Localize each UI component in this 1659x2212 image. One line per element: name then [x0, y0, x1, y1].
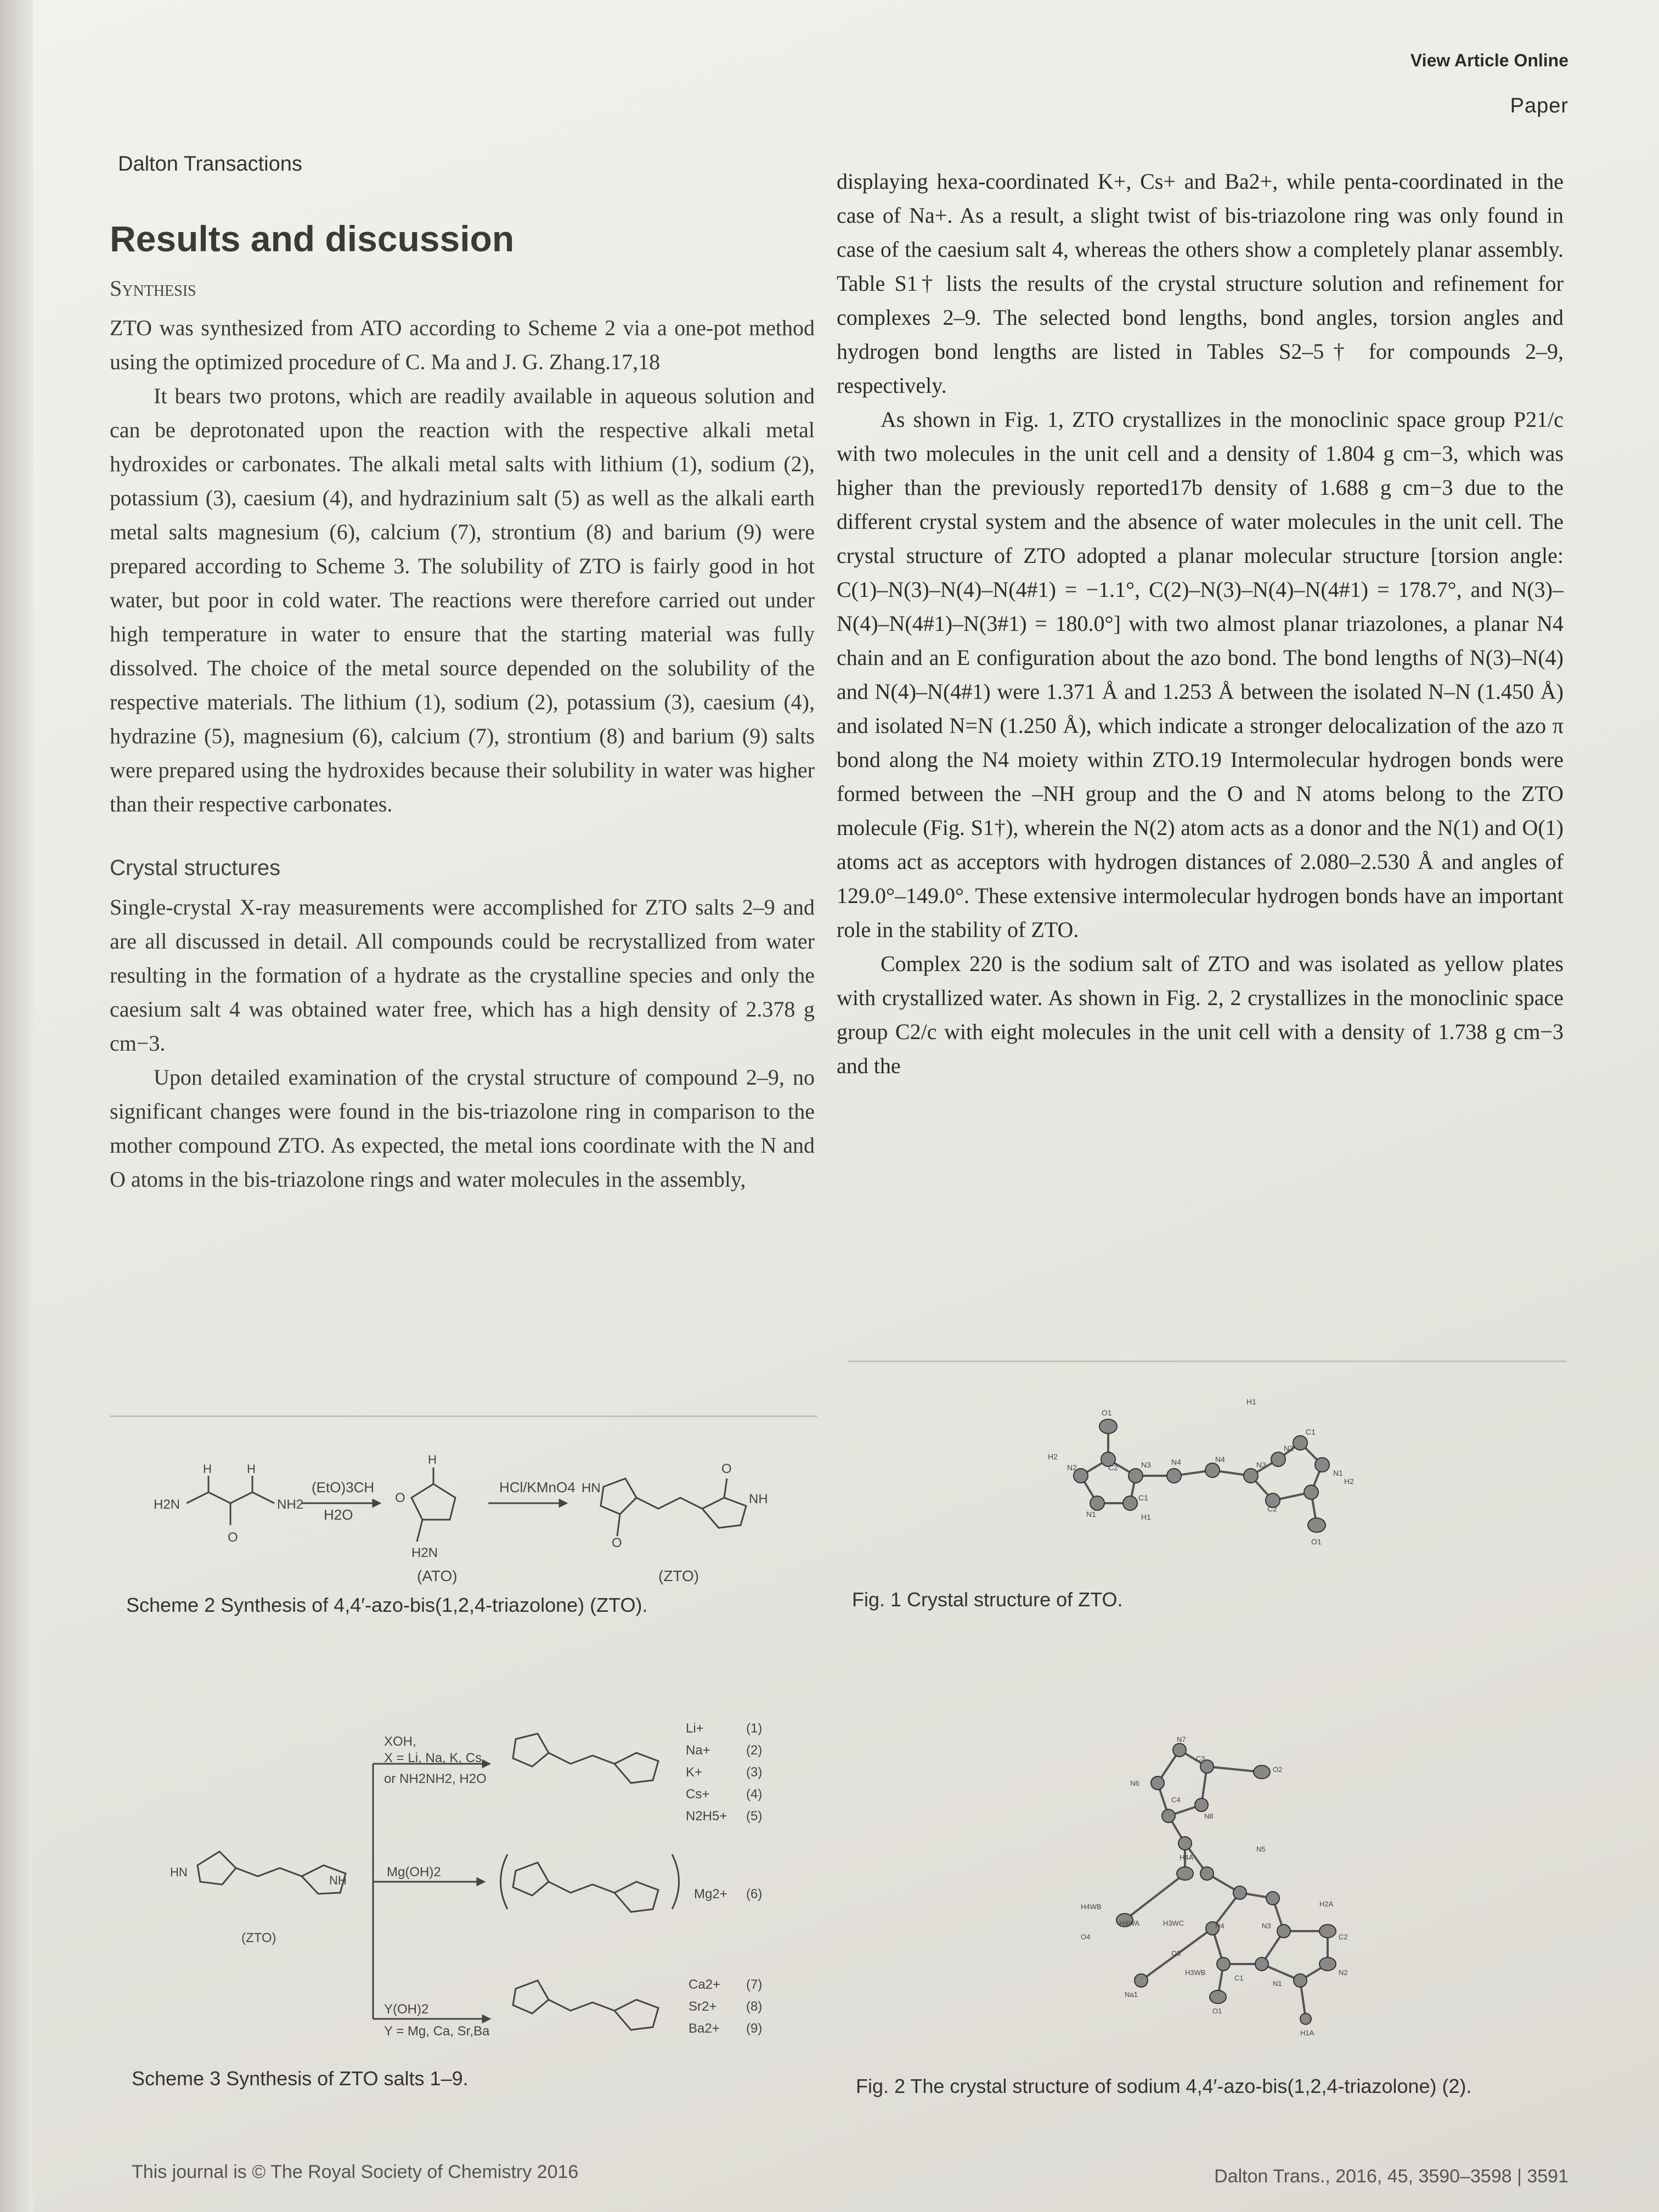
scheme2-reagent-2: HCl/KMnO4: [499, 1479, 575, 1496]
fig-2-crystal-structure: [1070, 1734, 1410, 2052]
scheme3-start-label: (ZTO): [241, 1931, 276, 1945]
scheme3-cation-2: Na+: [686, 1743, 710, 1758]
scheme3-number-2: (2): [746, 1743, 763, 1758]
svg-text:O: O: [721, 1462, 732, 1476]
fig2-atom-label: N8: [1204, 1812, 1214, 1820]
fig2-atom-label: H3WC: [1163, 1919, 1184, 1927]
fig2-atom-label: O1: [1212, 2007, 1222, 2015]
fig1-atom-label: N4: [1215, 1455, 1225, 1464]
scheme3-number-4: (4): [746, 1787, 763, 1802]
svg-text:O: O: [228, 1530, 238, 1545]
scheme3-cation-7: Ca2+: [689, 1977, 721, 1992]
scheme3-reagent-top-1: XOH,: [384, 1734, 416, 1749]
scheme2-reagent-1-bottom: H2O: [324, 1506, 353, 1523]
fig2-atom-label: C2: [1339, 1933, 1348, 1941]
fig1-atom-label: H2: [1048, 1452, 1058, 1461]
fig2-atom-label: N5: [1256, 1845, 1266, 1853]
svg-text:HN: HN: [582, 1481, 601, 1496]
fig2-atom-label: O4: [1081, 1933, 1091, 1941]
fig2-atom-label: H4A: [1180, 1853, 1194, 1861]
fig1-atom-label: C1: [1138, 1493, 1148, 1502]
scheme-divider: [110, 1415, 817, 1417]
scheme3-reagent-bot-1: Y(OH)2: [384, 2002, 429, 2017]
fig2-atom-label: Na1: [1125, 1990, 1138, 1999]
fig1-atom-label: N3: [1256, 1460, 1266, 1469]
scheme-2-caption: Scheme 2 Synthesis of 4,4′-azo-bis(1,2,4-triazolone) (ZTO).: [126, 1594, 648, 1616]
synthesis-heading: Synthesis: [110, 276, 196, 301]
crystal-structures-heading: Crystal structures: [110, 856, 281, 880]
figure-divider: [848, 1361, 1566, 1362]
paper-type-label: Paper: [1510, 94, 1568, 117]
fig1-atom-label: N4: [1171, 1458, 1181, 1466]
fig1-atom-label: O1: [1102, 1408, 1112, 1417]
footer-citation: Dalton Trans., 2016, 45, 3590–3598 | 3591: [1214, 2166, 1568, 2187]
scheme-2-drawing: [154, 1437, 801, 1585]
fig1-atom-label: N2: [1067, 1463, 1077, 1472]
scheme2-label-ato: (ATO): [417, 1567, 458, 1584]
fig2-atom-label: N4: [1215, 1922, 1224, 1930]
scheme3-cation-1: Li+: [686, 1721, 704, 1736]
journal-name: Dalton Transactions: [118, 153, 302, 176]
right-paragraph-2: As shown in Fig. 1, ZTO crystallizes in the monoclinic space group P21/c with two molecules in the unit cell and a density of 1.804 g cm−3, which was higher than the previously reported17b density of 1.688 g cm−3 due to the different crystal system and the absence of water molecules in the unit cell. The crystal structure of ZTO adopted a planar molecular structure [torsion angle: C(1)–N(3)–N(4)–N(4#1) = −1.1°, C(2)–N(3)–N(4)–N(4#1) = 178.7°, and N(3)–N(4)–N(4#1)–N(3#1) = 180.0°] with two almost planar triazolones, a planar N4 chain and an E configuration about the azo bond. The bond lengths of N(3)–N(4) and N(4)–N(4#1) were 1.371 Å and 1.253 Å between the isolated N–N (1.450 Å) and isolated N=N (1.250 Å), which indicate a stronger delocalization of the azo π bond along the N4 moiety within ZTO.19 Intermolecular hydrogen bonds were formed between the –NH group and the O and N atoms belong to the ZTO molecule (Fig. S1†), wherein the N(2) atom acts as a donor and the N(1) and O(1) atoms act as acceptors with hydrogen distances of 2.080–2.530 Å and angles of 129.0°–149.0°. These extensive intermolecular hydrogen bonds have an important role in the stability of ZTO.: [837, 407, 1564, 942]
scheme3-cation-9: Ba2+: [689, 2021, 720, 2036]
view-article-online-link[interactable]: View Article Online: [1410, 50, 1568, 70]
svg-text:NH: NH: [329, 1874, 347, 1887]
scheme-3-caption: Scheme 3 Synthesis of ZTO salts 1–9.: [132, 2067, 469, 2090]
fig2-atom-label: N6: [1130, 1779, 1139, 1787]
fig2-atom-label: C4: [1171, 1796, 1181, 1804]
fig-1-crystal-structure: [1037, 1388, 1377, 1569]
fig1-atom-label: N3: [1141, 1460, 1151, 1469]
fig2-atom-label: H4WB: [1081, 1903, 1102, 1911]
fig2-atom-label: N1: [1273, 1979, 1282, 1988]
fig2-atom-label: H1A: [1300, 2029, 1314, 2037]
fig1-atom-label: C1: [1306, 1427, 1316, 1436]
fig1-atom-label: H1: [1141, 1513, 1151, 1521]
scheme3-reagent-top-2: X = Li, Na, K, Cs: [384, 1751, 482, 1765]
fig1-atom-label: H1: [1246, 1397, 1256, 1406]
fig1-atom-label: N1: [1086, 1510, 1096, 1519]
section-title: Results and discussion: [110, 218, 515, 259]
fig2-atom-label: O3: [1171, 1949, 1181, 1957]
fig2-atom-label: O2: [1273, 1765, 1283, 1774]
scheme3-cation-8: Sr2+: [689, 1999, 717, 2014]
fig1-atom-label: N1: [1333, 1469, 1343, 1477]
scheme3-cation-4: Cs+: [686, 1787, 710, 1802]
fig-1-caption: Fig. 1 Crystal structure of ZTO.: [852, 1588, 1123, 1611]
scheme3-cation-5: N2H5+: [686, 1809, 727, 1824]
page-edge: [0, 0, 33, 2212]
svg-text:H2N: H2N: [154, 1497, 180, 1512]
fig2-atom-label: H4WA: [1119, 1919, 1140, 1927]
fig2-atom-label: N7: [1177, 1735, 1186, 1743]
scheme3-reagent-top-3: or NH2NH2, H2O: [384, 1771, 487, 1786]
scheme3-cation-3: K+: [686, 1765, 703, 1780]
fig1-atom-label: N2: [1284, 1444, 1294, 1453]
synthesis-paragraph-2: It bears two protons, which are readily available in aqueous solution and can be deprotonated upon the reaction with the respective alkali metal hydroxides or carbonates. The alkali metal salts with lithium (1), sodium (2), potassium (3), caesium (4), and hydrazinium salt (5) as well as the alkali earth metal salts magnesium (6), calcium (7), strontium (8) and barium (9) were prepared according to Scheme 3. The solubility of ZTO is fairly good in hot water, but poor in cold water. The reactions were therefore carried out under high temperature in water to ensure that the starting material was fully dissolved. The choice of the metal source depended on the solubility of the respective materials. The lithium (1), sodium (2), potassium (3), caesium (4), hydrazine (5), magnesium (6), calcium (7), strontium (8) and barium (9) salts were prepared using the hydroxides because their solubility in water was higher than their respective carbonates.: [110, 383, 815, 816]
svg-text:H: H: [203, 1462, 212, 1476]
fig2-atom-label: H3WB: [1185, 1968, 1206, 1977]
scheme2-reagent-1-top: (EtO)3CH: [312, 1479, 375, 1496]
synthesis-paragraph-1: ZTO was synthesized from ATO according to Scheme 2 via a one-pot method using the optimized procedure of C. Ma and J. G. Zhang.17,18: [110, 315, 815, 374]
scheme3-number-7: (7): [746, 1977, 763, 1992]
fig1-atom-label: O1: [1311, 1537, 1322, 1546]
fig1-atom-label: C2: [1267, 1504, 1277, 1513]
right-column: [837, 165, 1564, 1083]
svg-text:HN: HN: [170, 1865, 188, 1879]
fig-2-caption: Fig. 2 The crystal structure of sodium 4,4′-azo-bis(1,2,4-triazolone) (2).: [856, 2075, 1472, 2097]
scheme3-number-9: (9): [746, 2021, 763, 2036]
svg-text:H2N: H2N: [411, 1545, 438, 1560]
fig2-atom-label: N3: [1262, 1922, 1271, 1930]
right-paragraph-1: displaying hexa-coordinated K+, Cs+ and Ba2+, while penta-coordinated in the case of Na+. As a result, a slight twist of bis-triazolone ring was only found in case of the caesium salt 4, whereas the others show a completely planar assembly. Table S1† lists the results of the crystal structure solution and refinement for complexes 2–9. The selected bond lengths, bond angles, torsion angles and hydrogen bond lengths are listed in Tables S2–5† for compounds 2–9, respectively.: [837, 169, 1564, 398]
footer-copyright: This journal is © The Royal Society of Chemistry 2016: [132, 2162, 579, 2182]
fig2-atom-label: C3: [1196, 1754, 1205, 1763]
svg-text:H: H: [428, 1453, 437, 1466]
fig2-atom-label: H2A: [1319, 1900, 1334, 1908]
scheme3-number-1: (1): [746, 1721, 763, 1736]
svg-text:NH2: NH2: [277, 1497, 304, 1512]
fig2-atom-label: N2: [1339, 1968, 1348, 1977]
scheme3-reagent-bot-2: Y = Mg, Ca, Sr,Ba: [384, 2024, 490, 2039]
fig1-atom-label: H2: [1344, 1477, 1354, 1486]
left-column: [110, 217, 815, 1197]
scheme-3-drawing: [165, 1712, 801, 2052]
scheme3-number-3: (3): [746, 1765, 763, 1780]
right-paragraph-3: Complex 220 is the sodium salt of ZTO and was isolated as yellow plates with crystallized water. As shown in Fig. 2, 2 crystallizes in the monoclinic space group C2/c with eight molecules in the unit cell with a density of 1.738 g cm−3 and the: [837, 951, 1564, 1078]
scheme3-number-5: (5): [746, 1809, 763, 1824]
crystal-paragraph-2: Upon detailed examination of the crystal structure of compound 2–9, no significant changes were found in the bis-triazolone ring in comparison to the mother compound ZTO. As expected, the metal ions coordinate with the N and O atoms in the bis-triazolone rings and water molecules in the assembly,: [110, 1065, 815, 1192]
scheme3-reagent-mid: Mg(OH)2: [387, 1865, 441, 1880]
svg-text:NH: NH: [749, 1492, 768, 1506]
svg-text:O: O: [612, 1536, 622, 1550]
svg-text:H: H: [247, 1462, 256, 1476]
scheme3-number-8: (8): [746, 1999, 763, 2014]
scheme3-number-mid: (6): [746, 1887, 763, 1901]
fig1-atom-label: C2: [1108, 1463, 1118, 1472]
fig2-atom-label: C1: [1234, 1974, 1244, 1982]
svg-text:O: O: [395, 1491, 405, 1505]
scheme2-label-zto: (ZTO): [658, 1567, 699, 1584]
scheme3-cation-mid: Mg2+: [694, 1887, 727, 1901]
crystal-paragraph-1: Single-crystal X-ray measurements were accomplished for ZTO salts 2–9 and are all discussed in detail. All compounds could be recrystallized from water resulting in the formation of a hydrate as the crystalline species and only the caesium salt 4 was obtained water free, which has a high density of 2.378 g cm−3.: [110, 895, 815, 1056]
